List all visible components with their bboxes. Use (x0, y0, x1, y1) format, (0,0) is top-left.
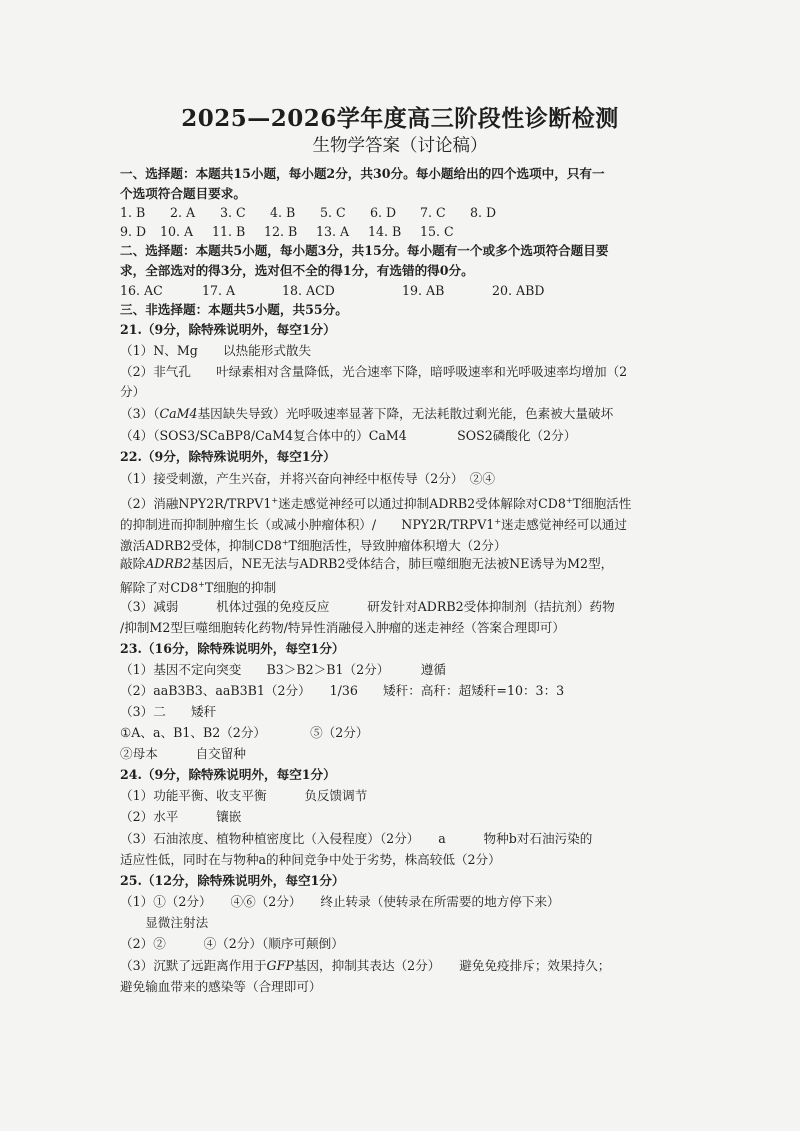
q23-line1: （1）基因不定向突变 B3＞B2＞B1（2分） 遵循 (120, 662, 446, 677)
answer-20: 20. ABD (492, 283, 545, 298)
q23-line5: ②母本 自交留种 (120, 746, 246, 761)
q24-line3: （3）石油浓度、植物种植密度比（入侵程度）（2分） a 物种b对石油污染的 (120, 831, 593, 846)
q24-header: 24.（9分，除特殊说明外，每空1分） (120, 767, 336, 782)
q23-header: 23.（16分，除特殊说明外，每空1分） (120, 641, 345, 656)
q22-line7: （3）减弱 机体过强的免疫反应 研发针对ADRB2受体抑制剂（拮抗剂）药物 (120, 599, 615, 614)
answer-1: 1. B (120, 205, 146, 220)
q22-line2-c: T细胞活性 (572, 496, 632, 511)
q22-line3 (120, 512, 685, 535)
q23-line4: ①A、a、B1、B2（2分） ⑤（2分） (120, 725, 369, 740)
part2-answers (120, 281, 685, 301)
q21-line4 (120, 404, 685, 424)
part1-answers-row2 (120, 222, 685, 242)
q22-line4 (120, 533, 685, 556)
q22-line8: /抑制M2型巨噬细胞转化药物/特异性消融侵入肿瘤的迷走神经（答案合理即可） (120, 620, 565, 635)
page-title: 2025—2026学年度高三阶段性诊断检测 (181, 105, 619, 132)
q21-header: 21.（9分，除特殊说明外，每空1分） (120, 322, 336, 337)
q21-line5: （4）（SOS3/SCaBP8/CaM4复合体中的）CaM4 SOS2磷酸化（2分） (120, 428, 577, 443)
q22-line5 (120, 554, 685, 574)
answer-19: 19. AB (402, 283, 445, 298)
q24-line2: （2）水平 镶嵌 (120, 809, 242, 824)
q22-line2 (120, 491, 685, 514)
q21-line2: （2）非气孔 叶绿素相对含量降低，光合速率下降，暗呼吸速率和光呼吸速率均增加（2 (120, 364, 628, 379)
q22-line5-a: 敲除 (120, 556, 146, 571)
q21-line3: 分） (120, 384, 146, 399)
q22-line6-a: 解除了对CD8 (120, 580, 199, 595)
part1-header-line1: 一、选择题：本题共15小题，每小题2分，共30分。每小题给出的四个选项中，只有一 (120, 166, 605, 181)
superscript: + (281, 538, 289, 547)
q22-line3-a: 的抑制进而抑制肿瘤生长（或减小肿瘤体积）/ NPY2R/TRPV1 (120, 517, 495, 532)
q23-line2: （2）aaB3B3、aaB3B1（2分） 1/36 矮秆：高秆：超矮秆=10：3：3 (120, 683, 565, 698)
part3-header: 三、非选择题：本题共5小题，共55分。 (120, 302, 348, 317)
part2-header-line1: 二、选择题：本题共5小题，每小题3分，共15分。每小题有一个或多个选项符合题目要 (120, 243, 609, 258)
q21-line4-text: 基因缺失导致）光呼吸速率显著下降，无法耗散过剩光能，色素被大量破坏 (197, 406, 614, 421)
q22-line4-a: 激活ADRB2受体，抑制CD8 (120, 538, 282, 553)
answer-12: 12. B (264, 224, 298, 239)
superscript: + (271, 496, 279, 505)
q21-line1: （1）N、Mg 以热能形式散失 (120, 343, 312, 358)
q25-line1: （1）①（2分） ④⑥（2分） 终止转录（使转录在所需要的地方停下来） (120, 894, 560, 909)
answer-4: 4. B (270, 205, 296, 220)
q25-line5: 避免输血带来的感染等（合理即可） (120, 979, 322, 994)
q22-gene-name: ADRB2 (145, 556, 192, 571)
q25-header: 25.（12分，除特殊说明外，每空1分） (120, 873, 345, 888)
answer-8: 8. D (470, 205, 497, 220)
q25-line2: 显微注射法 (120, 915, 209, 930)
q23-line3: （3）二 矮秆 (120, 704, 217, 719)
answer-16: 16. AC (120, 283, 163, 298)
page-subtitle: 生物学答案（讨论稿） (312, 136, 488, 156)
part2-header-line2: 求，全部选对的得3分，选对但不全的得1分，有选错的得0分。 (120, 263, 474, 278)
q21-gene-name: CaM4 (159, 406, 198, 421)
q24-line4: 适应性低，同时在与物种a的种间竞争中处于劣势，株高较低（2分） (120, 852, 501, 867)
answer-17: 17. A (202, 283, 236, 298)
q22-line2-b: 迷走感觉神经可以通过抑制ADRB2受体解除对CD8 (278, 496, 566, 511)
answer-5: 5. C (320, 205, 346, 220)
q25-gene-name: GFP (266, 958, 294, 973)
q22-line5-b: 基因后，NE无法与ADRB2受体结合，肺巨噬细胞无法被NE诱导为M2型， (191, 556, 614, 571)
answer-9: 9. D (120, 224, 147, 239)
answer-15: 15. C (420, 224, 454, 239)
answer-14: 14. B (368, 224, 402, 239)
answer-18: 18. ACD (282, 283, 335, 298)
q22-header: 22.（9分，除特殊说明外，每空1分） (120, 449, 336, 464)
q22-line4-b: T细胞活性，导致肿瘤体积增大（2分） (288, 538, 507, 553)
q22-line3-b: 迷走感觉神经可以通过 (501, 517, 627, 532)
q22-line6-b: T细胞的抑制 (204, 580, 277, 595)
q25-line3: （2）② ④（2分）（顺序可颠倒） (120, 936, 344, 951)
superscript: + (494, 517, 502, 526)
q22-line2-a: （2）消融NPY2R/TRPV1 (120, 496, 272, 511)
answer-11: 11. B (212, 224, 246, 239)
part1-header-line2: 个选项符合题目要求。 (120, 186, 246, 201)
q22-line6 (120, 575, 685, 598)
answer-10: 10. A (160, 224, 194, 239)
answer-2: 2. A (170, 205, 196, 220)
q25-line4 (120, 956, 685, 976)
part1-answers-row1 (120, 203, 685, 223)
answer-3: 3. C (220, 205, 246, 220)
q22-line1: （1）接受刺激，产生兴奋，并将兴奋向神经中枢传导（2分） ②④ (120, 471, 495, 486)
q24-line1: （1）功能平衡、收支平衡 负反馈调节 (120, 788, 368, 803)
q25-line4-a: （3）沉默了远距离作用于 (120, 958, 267, 973)
superscript: + (565, 496, 573, 505)
answer-7: 7. C (420, 205, 446, 220)
q25-line4-b: 基因，抑制其表达（2分） 避免免疫排斥；效果持久； (293, 958, 611, 973)
superscript: + (198, 580, 205, 589)
q21-line4-prefix: （3）（ (120, 406, 160, 421)
answer-6: 6. D (370, 205, 397, 220)
answer-13: 13. A (316, 224, 350, 239)
